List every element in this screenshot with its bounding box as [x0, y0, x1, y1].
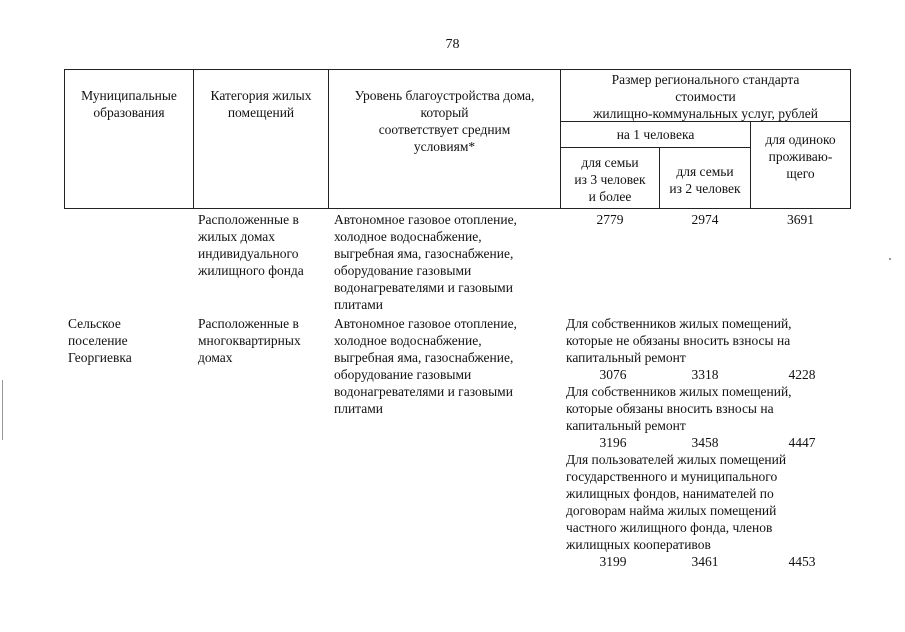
header-family-3	[561, 154, 659, 205]
row2-municipality-line: Георгиевка	[68, 350, 132, 365]
row2-group3-line: жилищных кооперативов	[566, 537, 711, 552]
scan-dot-mark	[889, 258, 891, 260]
row2-group1-line: капитальный ремонт	[566, 350, 686, 365]
header-per-person: на 1 человека	[616, 127, 695, 142]
row1-category-line: жилищного фонда	[198, 263, 304, 278]
row2-group1-value-single: 4228	[788, 367, 816, 382]
row2-group3-value-single: 4453	[788, 554, 816, 569]
row2-group3-line: жилищных фондов, нанимателей по	[566, 486, 774, 501]
row2-level-line: оборудование газовыми	[334, 367, 472, 382]
header-family-2	[661, 163, 749, 197]
row2-category-line: Расположенные в	[198, 316, 299, 331]
header-level-line: условиям*	[413, 139, 476, 154]
row2-level-line: Автономное газовое отопление,	[334, 316, 517, 331]
page-number: 78	[445, 37, 460, 52]
row2-level-line: плитами	[334, 401, 384, 416]
header-size-line: Размер регионального стандарта	[611, 72, 800, 87]
header-size-line: стоимости	[675, 89, 736, 104]
header-single-line: щего	[786, 166, 815, 181]
row2-municipality-line: поселение	[68, 333, 128, 348]
table-top-border	[64, 69, 850, 70]
header-municipality	[66, 87, 192, 121]
table-left-border	[64, 69, 65, 209]
row1-category	[198, 211, 328, 279]
header-single-line: для одиноко	[765, 132, 836, 147]
header-family-3-line: для семьи	[581, 155, 639, 170]
row2-group1-value-family-2: 3318	[691, 367, 719, 382]
col-divider-1	[193, 69, 194, 209]
header-level-line: который	[420, 105, 469, 120]
row1-level-line: плитами	[334, 297, 384, 312]
row2-group2-value-single: 4447	[788, 435, 816, 450]
col-divider-2	[328, 69, 329, 209]
row2-category	[198, 315, 328, 366]
row2-group1-value-family-3: 3076	[599, 367, 627, 382]
row2-level	[334, 315, 560, 417]
row1-value-family-2: 2974	[691, 212, 719, 227]
row1-category-line: индивидуального	[198, 246, 299, 261]
col-divider-4	[659, 147, 660, 209]
header-size	[562, 71, 849, 122]
row2-group1-description	[566, 315, 856, 366]
row2-level-line: выгребная яма, газоснабжение,	[334, 350, 514, 365]
row2-municipality	[68, 315, 192, 366]
row1-level-line: Автономное газовое отопление,	[334, 212, 517, 227]
row2-group1-line: Для собственников жилых помещений,	[566, 316, 792, 331]
row1-value-single: 3691	[787, 212, 814, 227]
header-family-3-line: и более	[588, 189, 632, 204]
row2-category-line: многоквартирных	[198, 333, 301, 348]
header-family-3-line: из 3 человек	[574, 172, 646, 187]
row2-level-line: водонагревателями и газовыми	[334, 384, 513, 399]
row2-group1-line: которые не обязаны вносить взносы на	[566, 333, 791, 348]
row2-group2-description	[566, 383, 856, 434]
row2-group2-line: которые обязаны вносить взносы на	[566, 401, 774, 416]
col-divider-5	[750, 121, 751, 209]
row2-group3-description	[566, 451, 856, 553]
header-single	[752, 131, 849, 182]
row2-group3-value-family-2: 3461	[691, 554, 719, 569]
row2-group2-line: Для собственников жилых помещений,	[566, 384, 792, 399]
header-municipality-text: Муниципальные образования	[81, 88, 177, 120]
row1-level-line: холодное водоснабжение,	[334, 229, 482, 244]
row1-level-line: водонагревателями и газовыми	[334, 280, 513, 295]
header-single-line: проживаю-	[768, 149, 833, 164]
row2-level-line: холодное водоснабжение,	[334, 333, 482, 348]
header-family-2-line: для семьи	[676, 164, 734, 179]
row1-category-line: Расположенные в	[198, 212, 299, 227]
row2-group2-line: капитальный ремонт	[566, 418, 686, 433]
row2-group3-line: государственного и муниципального	[566, 469, 778, 484]
row2-group3-line: Для пользователей жилых помещений	[566, 452, 787, 467]
row1-level-line: выгребная яма, газоснабжение,	[334, 246, 514, 261]
row2-group2-value-family-3: 3196	[599, 435, 627, 450]
table-right-border	[850, 69, 851, 209]
scan-edge-mark	[2, 380, 3, 440]
row2-group2-value-family-2: 3458	[691, 435, 719, 450]
header-size-line: жилищно-коммунальных услуг, рублей	[593, 106, 818, 121]
row1-level	[334, 211, 560, 313]
header-category-text: Категория жилых помещений	[210, 88, 312, 120]
row2-category-line: домах	[198, 350, 233, 365]
row2-group3-line: частного жилищного фонда, членов	[566, 520, 773, 535]
row1-value-family-3: 2779	[596, 212, 624, 227]
header-level	[330, 87, 559, 155]
header-category	[196, 87, 326, 121]
header-level-line: Уровень благоустройства дома,	[354, 88, 535, 103]
row1-category-line: жилых домах	[198, 229, 276, 244]
row2-group3-value-family-3: 3199	[599, 554, 627, 569]
header-bottom-border	[64, 208, 850, 209]
row1-level-line: оборудование газовыми	[334, 263, 472, 278]
header-family-2-line: из 2 человек	[669, 181, 741, 196]
row2-group3-line: договорам найма жилых помещений	[566, 503, 777, 518]
row2-municipality-line: Сельское	[68, 316, 121, 331]
per-person-border	[560, 147, 750, 148]
header-level-line: соответствует средним	[378, 122, 511, 137]
